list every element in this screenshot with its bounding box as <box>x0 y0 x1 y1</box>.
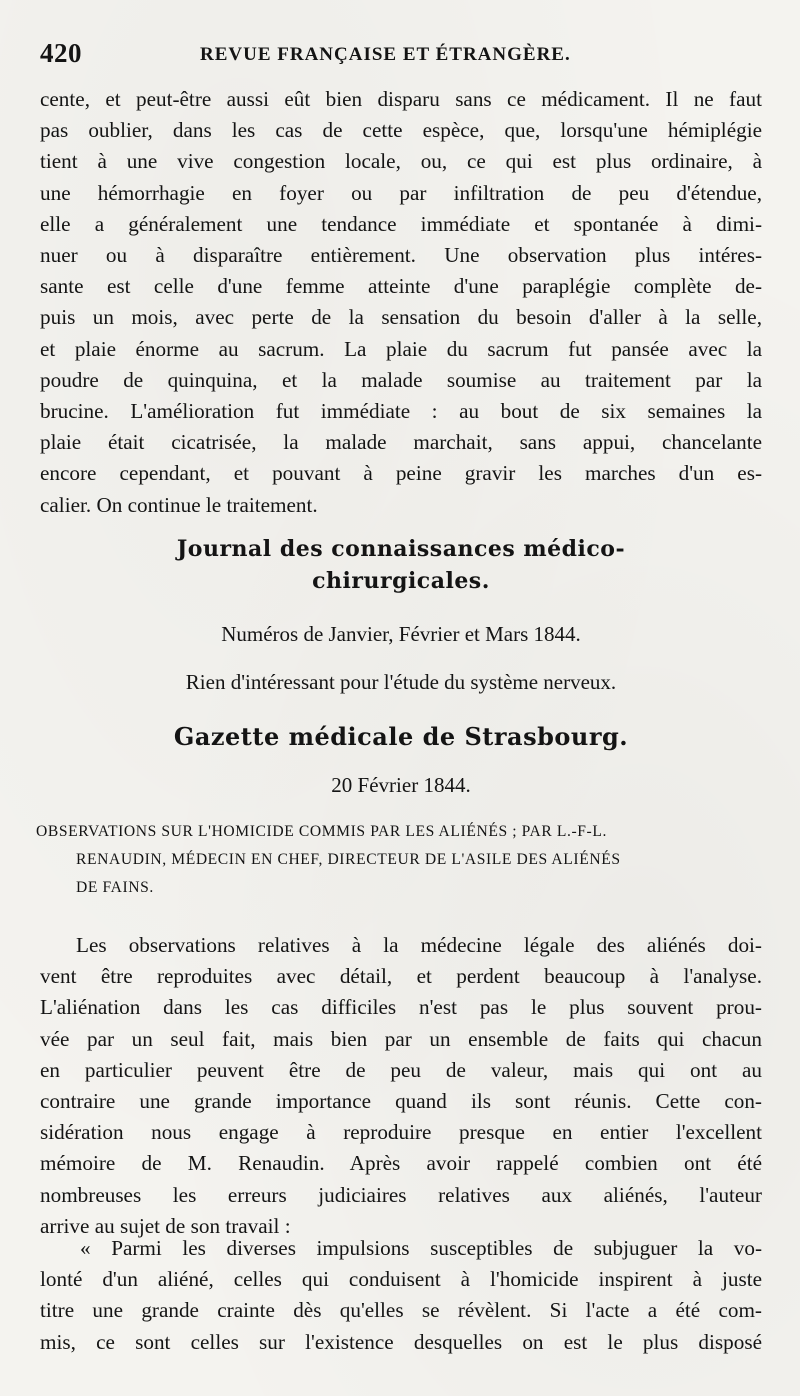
running-head: REVUE FRANÇAISE ET ÉTRANGÈRE. <box>200 44 571 65</box>
heading-line: OBSERVATIONS SUR L'HOMICIDE COMMIS PAR LES ALIÉNÉS ; PAR L.-F-L. <box>36 823 607 840</box>
intro-paragraph <box>40 84 762 521</box>
gazette-date: 20 Février 1844. <box>331 773 471 797</box>
text-line: sante est celle d'une femme atteinte d'une paraplégie complète de- <box>40 274 762 299</box>
text-line: pas oublier, dans les cas de cette espèce, que, lorsqu'une hémiplégie <box>40 118 762 143</box>
text-line: une hémorrhagie en foyer ou par infiltration de peu d'étendue, <box>40 180 762 205</box>
text-line: tient à une vive congestion locale, ou, ce qui est plus ordinaire, à <box>40 149 762 174</box>
text-line: nuer ou à disparaître entièrement. Une observation plus intéres- <box>40 243 762 268</box>
text-line: « Parmi les diverses impulsions susceptibles de subjuguer la vo- <box>80 1236 762 1260</box>
text-line: arrive au sujet de son travail : <box>40 1213 291 1238</box>
text-line: mis, ce sont celles sur l'existence desquelles on est le plus disposé <box>40 1329 762 1354</box>
text-line: calier. On continue le traitement. <box>40 492 318 517</box>
page-number: 420 <box>40 38 82 68</box>
heading-line: RENAUDIN, MÉDECIN EN CHEF, DIRECTEUR DE L'ASILE DES ALIÉNÉS <box>76 851 621 868</box>
journal-issue: Numéros de Janvier, Février et Mars 1844. <box>221 622 581 646</box>
text-line: encore cependant, et pouvant à peine gravir les marches d'un es- <box>40 461 762 486</box>
text-line: et plaie énorme au sacrum. La plaie du sacrum fut pansée avec la <box>40 336 762 361</box>
text-line: sidération nous engage à reproduire presque en entier l'excellent <box>40 1120 762 1145</box>
quote-paragraph <box>40 1233 762 1358</box>
text-line: elle a généralement une tendance immédiate et spontanée à dimi- <box>40 211 762 236</box>
text-line: plaie était cicatrisée, la malade marchait, sans appui, chancelante <box>40 430 762 455</box>
journal-title-line: Journal des connaissances médico- <box>176 536 626 562</box>
text-line: nombreuses les erreurs judiciaires relatives aux aliénés, l'auteur <box>40 1182 762 1207</box>
journal-note: Rien d'intéressant pour l'étude du système nerveux. <box>185 670 617 694</box>
heading-line: DE FAINS. <box>76 879 154 896</box>
text-line: en particulier peuvent être de peu de valeur, mais qui ont au <box>40 1057 762 1082</box>
text-line: vent être reproduites avec détail, et perdent beaucoup à l'analyse. <box>40 964 762 989</box>
page-header <box>40 38 760 74</box>
article-heading <box>36 818 764 902</box>
text-line: poudre de quinquina, et la malade soumise au traitement par la <box>40 367 762 392</box>
text-line: cente, et peut-être aussi eût bien disparu sans ce médicament. Il ne faut <box>40 87 762 111</box>
text-line: vée par un seul fait, mais bien par un ensemble de faits qui chacun <box>40 1026 762 1051</box>
text-line: L'aliénation dans les cas difficiles n'est pas le plus souvent prou- <box>40 995 762 1020</box>
body-paragraph <box>40 930 762 1242</box>
text-line: mémoire de M. Renaudin. Après avoir rappelé combien ont été <box>40 1151 762 1176</box>
text-line: Les observations relatives à la médecine légale des aliénés doi- <box>76 933 762 957</box>
gazette-title: Gazette médicale de Strasbourg. <box>173 722 629 751</box>
text-line: brucine. L'amélioration fut immédiate : au bout de six semaines la <box>40 399 762 424</box>
text-line: lonté d'un aliéné, celles qui conduisent à l'homicide inspirent à juste <box>40 1267 762 1292</box>
text-line: titre une grande crainte dès qu'elles se révèlent. Si l'acte a été com- <box>40 1298 762 1323</box>
journal-title-line: chirurgicales. <box>312 568 490 594</box>
text-line: contraire une grande importance quand ils sont réunis. Cette con- <box>40 1089 762 1114</box>
text-line: puis un mois, avec perte de la sensation du besoin d'aller à la selle, <box>40 305 762 330</box>
journal-title <box>40 533 762 597</box>
